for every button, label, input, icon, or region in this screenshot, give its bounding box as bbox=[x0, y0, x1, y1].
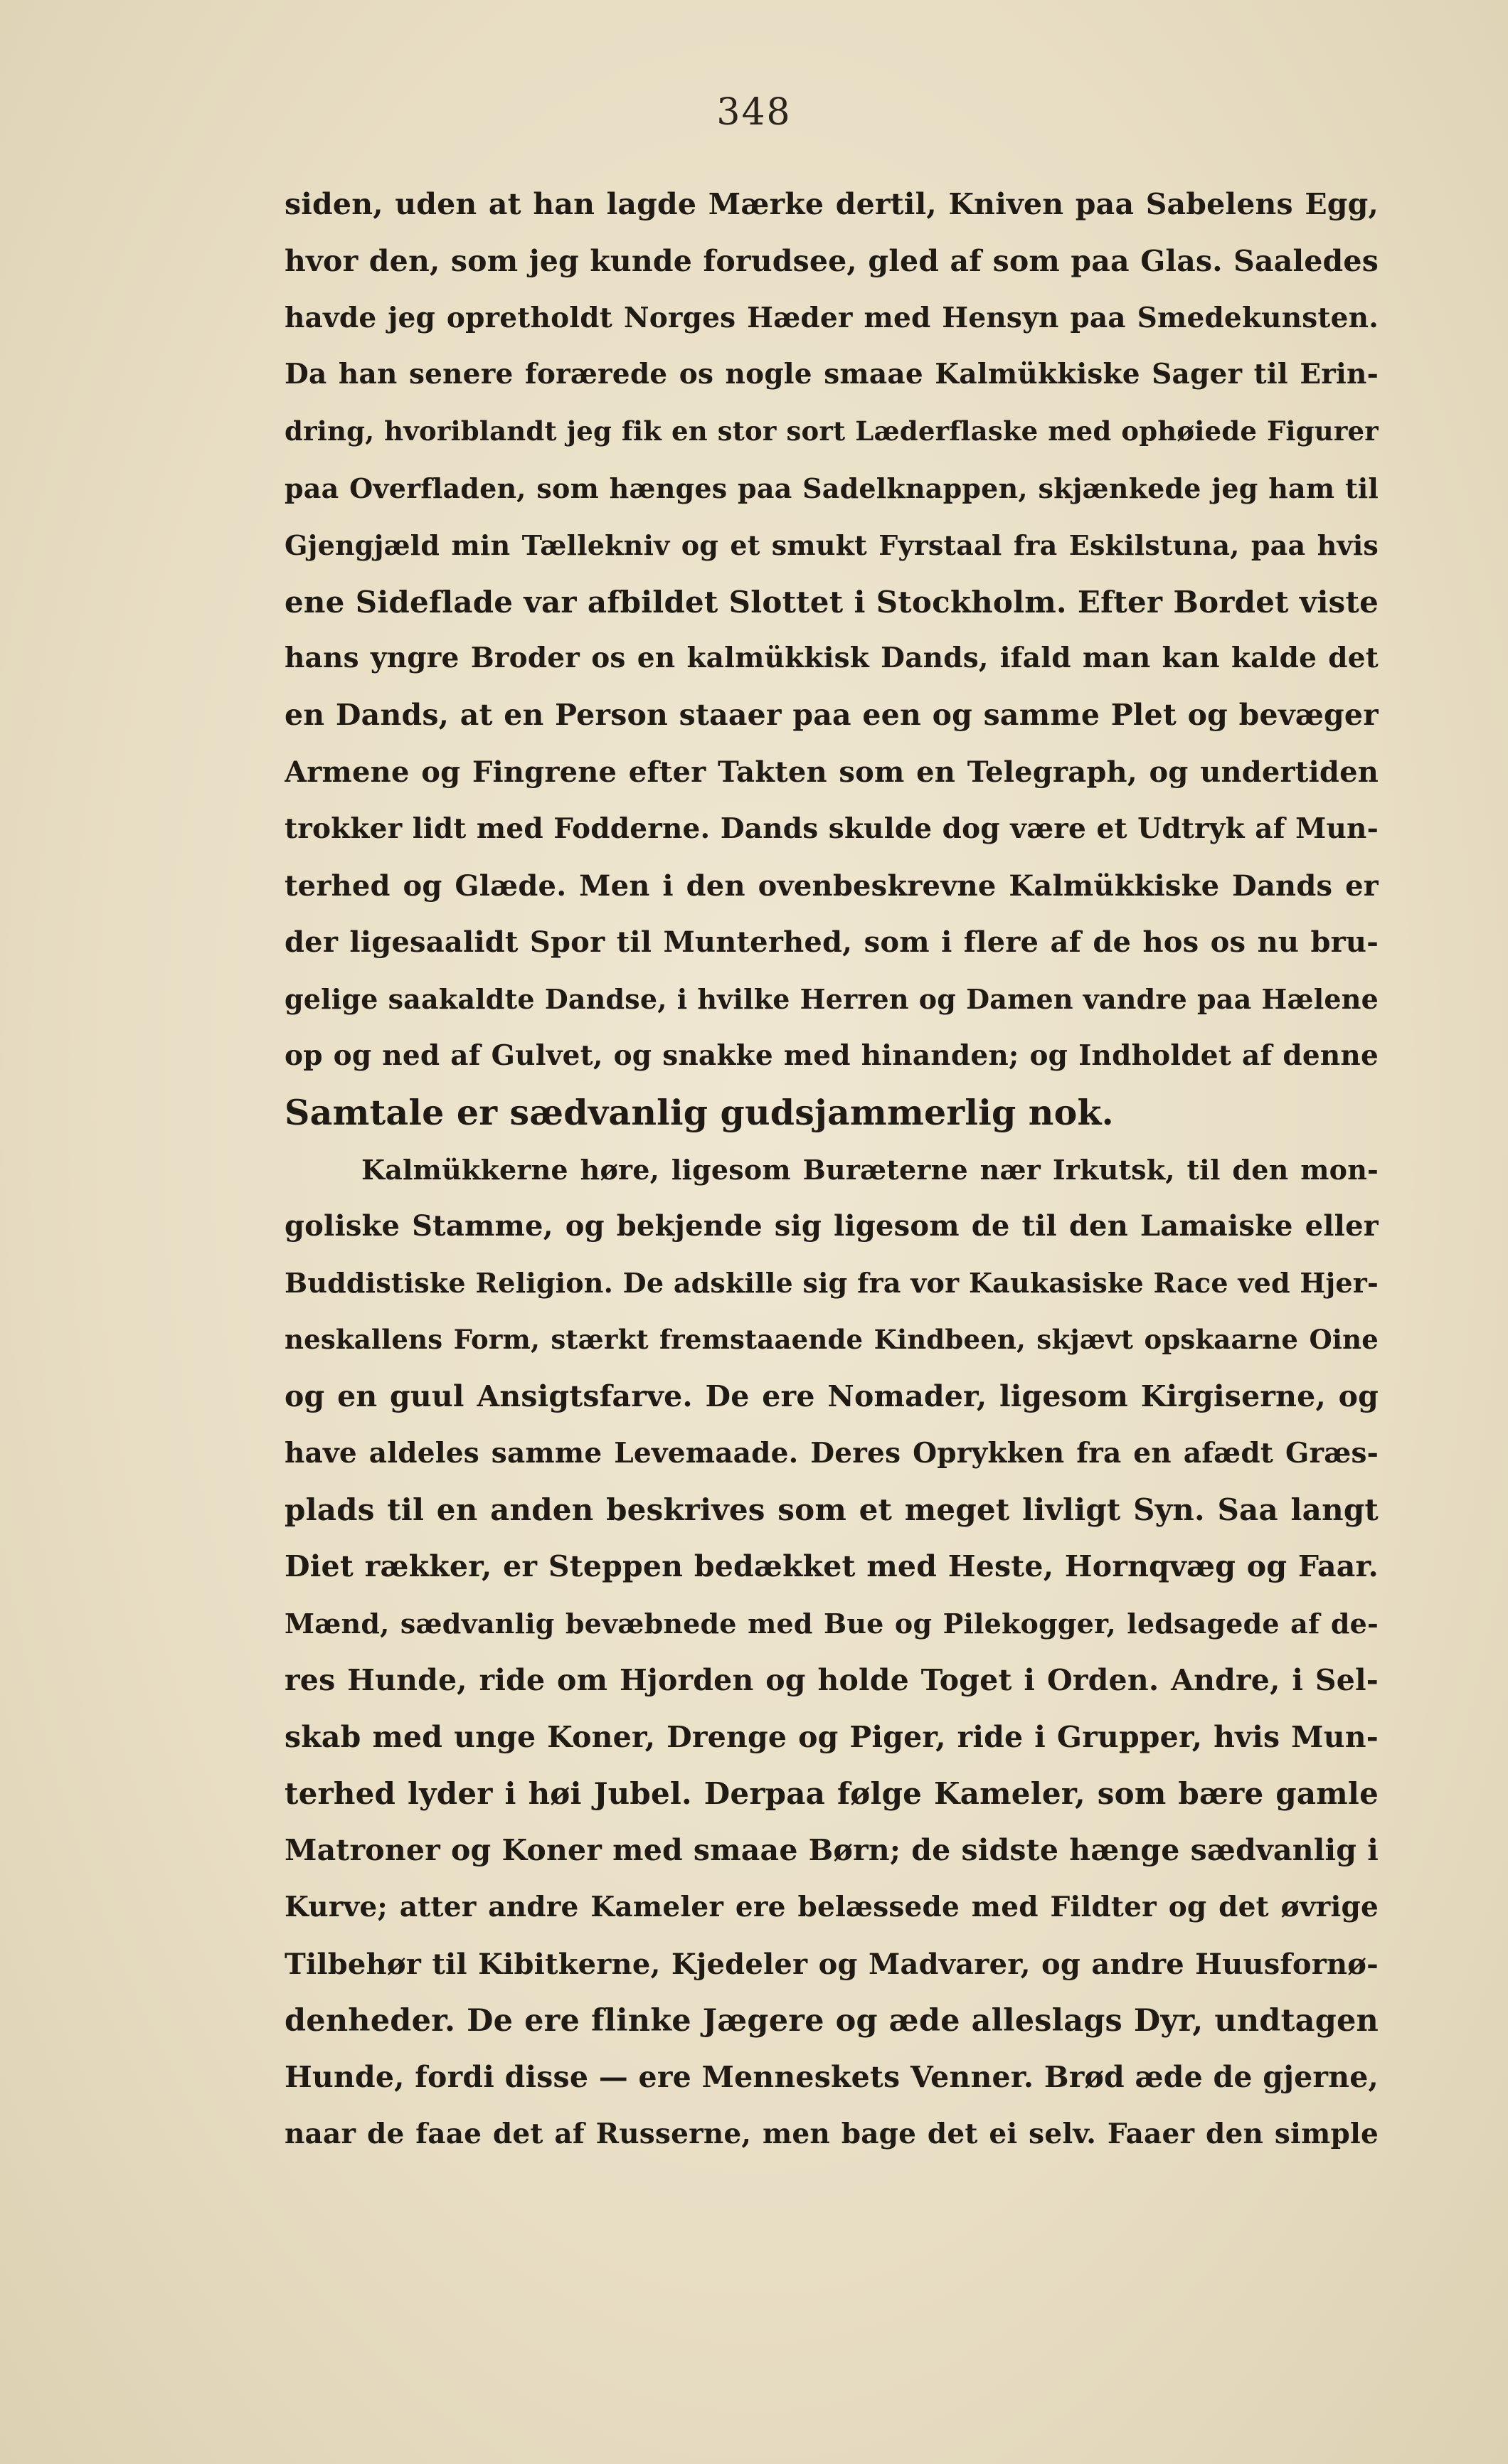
text-line: gelige saakaldte Dandse, i hvilke Herren og Damen vandre paa Hælene bbox=[285, 983, 1379, 1016]
text-line: Kurve; atter andre Kameler ere belæssede med Fildter og det øvrige bbox=[285, 1890, 1379, 1923]
text-line: og en guul Ansigtsfarve. De ere Nomader, ligesom Kirgiserne, og bbox=[285, 1379, 1379, 1413]
text-line: Gjengjæld min Tællekniv og et smukt Fyrstaal fra Eskilstuna, paa hvis bbox=[285, 529, 1379, 561]
text-line: terhed og Glæde. Men i den ovenbeskrevne Kalmükkiske Dands er bbox=[285, 869, 1379, 903]
text-line: hans yngre Broder os en kalmükkisk Dands, ifald man kan kalde det bbox=[285, 642, 1379, 675]
text-line: op og ned af Gulvet, og snakke med hinanden; og Indholdet af denne bbox=[285, 1039, 1379, 1072]
text-line: Hunde, fordi disse — ere Menneskets Venner. Brød æde de gjerne, bbox=[285, 2060, 1379, 2095]
text-line: Matroner og Koner med smaae Børn; de sidste hænge sædvanlig i bbox=[285, 1833, 1379, 1868]
text-line: plads til en anden beskrives som et meget livligt Syn. Saa langt bbox=[285, 1492, 1379, 1528]
text-line: goliske Stamme, og bekjende sig ligesom de til den Lamaiske eller bbox=[285, 1209, 1379, 1243]
text-line: naar de faae det af Russerne, men bage det ei selv. Faaer den simple bbox=[285, 2118, 1379, 2151]
text-line: Buddistiske Religion. De adskille sig fra vor Kaukasiske Race ved Hjer- bbox=[285, 1267, 1379, 1300]
text-line: Armene og Fingrene efter Takten som en Telegraph, og undertiden bbox=[285, 755, 1379, 789]
text-line: havde jeg opretholdt Norges Hæder med Hensyn paa Smedekunsten. bbox=[285, 301, 1379, 334]
text-line: skab med unge Koner, Drenge og Piger, ride i Grupper, hvis Mun- bbox=[285, 1719, 1379, 1754]
text-line: Da han senere forærede os nogle smaae Kalmükkiske Sager til Erin- bbox=[285, 358, 1379, 391]
text-line: hvor den, som jeg kunde forudsee, gled af som paa Glas. Saaledes bbox=[285, 243, 1379, 278]
text-line: ene Sideflade var afbildet Slottet i Stockholm. Efter Bordet viste bbox=[285, 584, 1379, 620]
page-number: 348 bbox=[716, 91, 792, 134]
body-text bbox=[285, 176, 1379, 2163]
text-line: Mænd, sædvanlig bevæbnede med Bue og Pilekogger, ledsagede af de- bbox=[285, 1607, 1379, 1640]
paragraph-end-line: Samtale er sædvanlig gudsjammerlig nok. bbox=[285, 1091, 1114, 1133]
text-line: Tilbehør til Kibitkerne, Kjedeler og Madvarer, og andre Huusfornø- bbox=[285, 1947, 1379, 1981]
text-line: res Hunde, ride om Hjorden og holde Toget i Orden. Andre, i Sel- bbox=[285, 1662, 1379, 1697]
text-line: have aldeles samme Levemaade. Deres Oprykken fra en afædt Græs- bbox=[285, 1436, 1379, 1470]
text-line: en Dands, at en Person staaer paa een og samme Plet og bevæger bbox=[285, 698, 1379, 733]
text-line: Diet rækker, er Steppen bedækket med Heste, Hornqvæg og Faar. bbox=[285, 1549, 1379, 1584]
text-line: dring, hvoriblandt jeg fik en stor sort Læderflaske med ophøiede Figurer bbox=[285, 415, 1379, 447]
text-line: siden, uden at han lagde Mærke dertil, Kniven paa Sabelens Egg, bbox=[285, 187, 1379, 221]
text-line: trokker lidt med Fodderne. Dands skulde dog være et Udtryk af Mun- bbox=[285, 812, 1379, 845]
text-line: neskallens Form, stærkt fremstaaende Kindbeen, skjævt opskaarne Oine bbox=[285, 1323, 1379, 1355]
text-line: denheder. De ere flinke Jægere og æde alleslags Dyr, undtagen bbox=[285, 2002, 1379, 2039]
text-line: terhed lyder i høi Jubel. Derpaa følge Kameler, som bære gamle bbox=[285, 1776, 1379, 1812]
paragraph-start-line: Kalmükkerne høre, ligesom Buræterne nær Irkutsk, til den mon- bbox=[361, 1153, 1379, 1186]
text-line: der ligesaalidt Spor til Munterhed, som i flere af de hos os nu bru- bbox=[285, 925, 1379, 960]
text-line: paa Overfladen, som hænges paa Sadelknappen, skjænkede jeg ham til bbox=[285, 472, 1379, 504]
